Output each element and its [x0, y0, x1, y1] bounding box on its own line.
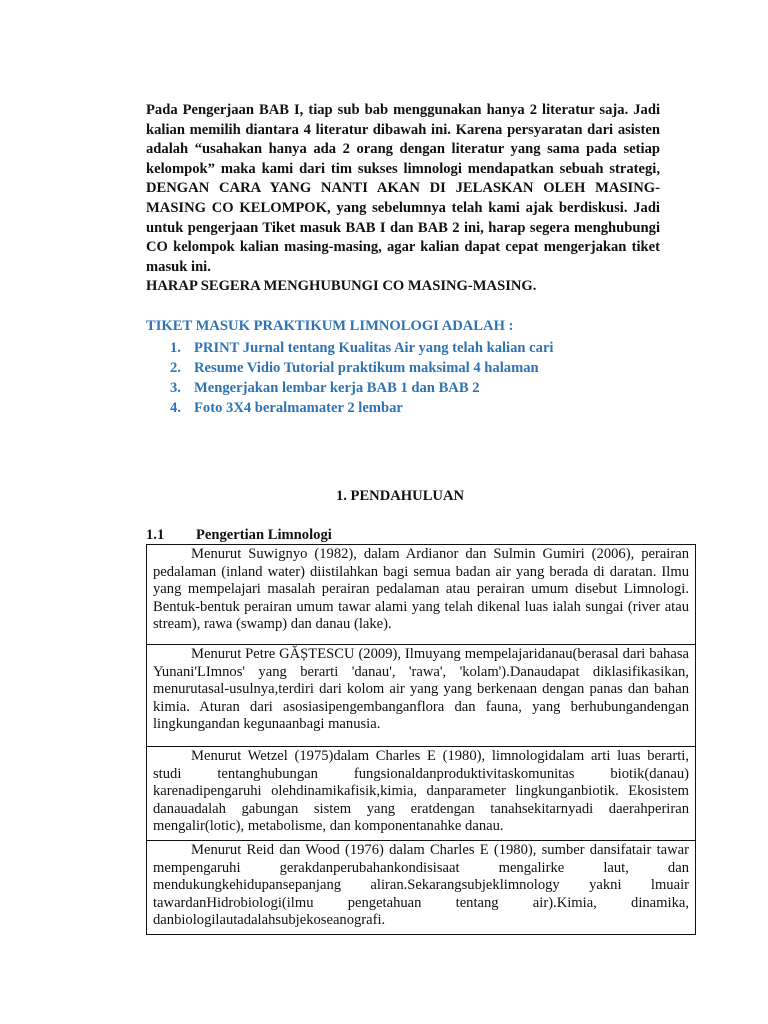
- tiket-masuk-section: [146, 316, 666, 418]
- subsection-title: Pengertian Limnologi: [196, 527, 332, 543]
- list-item: [146, 358, 666, 378]
- list-item-text: PRINT Jurnal tentang Kualitas Air yang telah kalian cari: [194, 340, 554, 356]
- intro-closing: HARAP SEGERA MENGHUBUNGI CO MASING-MASING.: [146, 278, 537, 295]
- subsection-heading: [146, 527, 332, 544]
- list-item-number: 3.: [170, 380, 181, 396]
- intro-notice: [146, 101, 660, 297]
- definitions-table: [146, 544, 696, 935]
- list-item-text: Foto 3X4 beralmamater 2 lembar: [194, 400, 403, 416]
- definition-text: Menurut Reid dan Wood (1976) dalam Charles E (1980), sumber dansifatair tawar mempengaruhi gerakdanperubahankondisisaat mengalirke laut, dan mendukungkehidupansepanjang aliran.Sekarangsubjeklimnology yakni lmuair tawardanHidrobiologi(ilmu pengetahuan tentang air).Kimia, dinamika, danbiologilautadalahsubjekoseanografi.: [153, 841, 689, 929]
- definition-cell: [147, 840, 696, 934]
- definition-cell: [147, 645, 696, 747]
- tiket-title: TIKET MASUK PRAKTIKUM LIMNOLOGI ADALAH :: [146, 318, 514, 334]
- table-row: [147, 840, 696, 934]
- intro-paragraph: Pada Pengerjaan BAB I, tiap sub bab menggunakan hanya 2 literatur saja. Jadi kalian memilih diantara 4 literatur dibawah ini. Karena persyaratan dari asisten adalah “usahakan hanya ada 2 orang dengan literatur yang sama pada setiap kelompok” maka kami dari tim sukses limnologi mendapatkan sebuah strategi, DENGAN CARA YANG NANTI AKAN DI JELASKAN OLEH MASING-MASING CO KELOMPOK, yang sebelumnya telah kami ajak berdiskusi. Jadi untuk pengerjaan Tiket masuk BAB I dan BAB 2 ini, harap segera menghubungi CO kelompok kalian masing-masing, agar kalian dapat cepat mengerjakan tiket masuk ini.: [146, 102, 660, 275]
- table-row: [147, 545, 696, 645]
- definition-cell: [147, 545, 696, 645]
- list-item: [146, 398, 666, 418]
- list-item-number: 4.: [170, 400, 181, 416]
- subsection-number: 1.1: [146, 527, 165, 543]
- table-row: [147, 645, 696, 747]
- list-item-text: Mengerjakan lembar kerja BAB 1 dan BAB 2: [194, 380, 480, 396]
- definition-text: Menurut Suwignyo (1982), dalam Ardianor dan Sulmin Gumiri (2006), perairan pedalaman (inland water) diistilahkan bagi semua badan air yang berada di daratan. Ilmu yang mempelajari masalah perairan pedalaman atau perairan umum disebut Limnologi. Bentuk-bentuk perairan umum tawar alami yang telah dikenal luas ialah sungai (river atau stream), rawa (swamp) dan danau (lake).: [153, 546, 689, 633]
- table-row: [147, 747, 696, 841]
- list-item-text: Resume Vidio Tutorial praktikum maksimal 4 halaman: [194, 360, 539, 376]
- definition-cell: [147, 747, 696, 841]
- list-item: [146, 338, 666, 358]
- section-heading: 1. PENDAHULUAN: [335, 488, 465, 504]
- list-item-number: 2.: [170, 360, 181, 376]
- definition-text: Menurut Wetzel (1975)dalam Charles E (1980), limnologidalam arti luas berarti, studi tentanghubungan fungsionaldanproduktivitaskomunitas biotik(danau) karenadipengaruhi olehdinamikafisik,kimia, danparameter lingkunganbiotik. Ekosistem danauadalah gabungan sistem yang eratdengan tanahsekitarnyadi daerahperiran mengalir(lotic), metabolisme, dan komponentanahke danau.: [153, 748, 689, 835]
- definition-text: Menurut Petre GĂȘTESCU (2009), Ilmuyang mempelajaridanau(berasal dari bahasa Yunani'LImnos' yang berarti 'danau', 'rawa', 'kolam').Danaudapat diklasifikasikan, menurutasal-usulnya,terdiri dari kolom air yang yang berkenaan dengan panas dan bahan kimia. Aturan dari asosiasipengembanganflora dan fauna, yang berhubungandengan lingkungandan kegunaanbagi manusia.: [153, 646, 689, 733]
- tiket-list: [146, 338, 666, 418]
- list-item-number: 1.: [170, 340, 181, 356]
- list-item: [146, 378, 666, 398]
